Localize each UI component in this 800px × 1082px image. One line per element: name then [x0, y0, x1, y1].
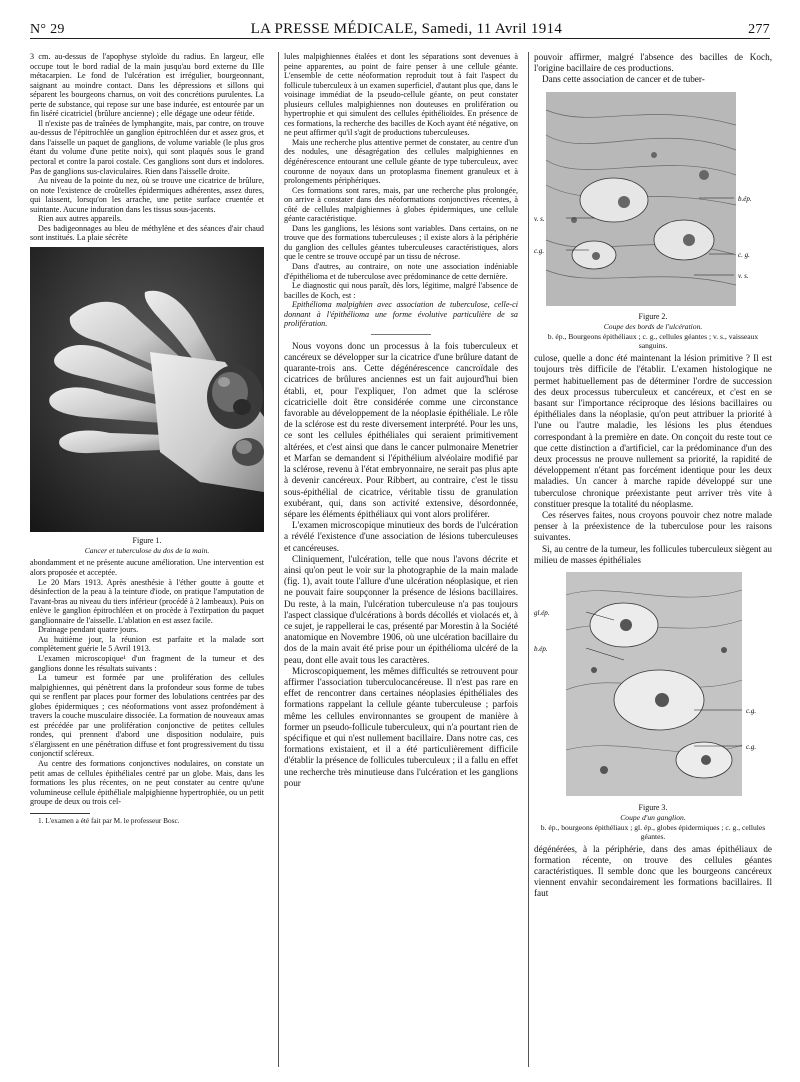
footnote: 1. L'examen a été fait par M. le professeur Bosc. — [38, 815, 180, 825]
hand-photograph — [30, 247, 264, 532]
paragraph: Mais une recherche plus attentive permet de constater, au centre d'un des nodules, une désagrégation des cellules malpighiennes en dégénérescence entourant une cellule géante de type tuberculeux, avec couronne de noyaux dans un protoplasma finement granuleux et à prolongements périphériques. — [284, 137, 518, 186]
paragraph: Rien aux autres appareils. — [38, 214, 122, 224]
paragraph: L'examen microscopique minutieux des bords de l'ulcération a révélé l'existence d'une association de lésions tuberculeuses et cancéreuses. — [284, 520, 518, 553]
figure-1-label: Figure 1. — [132, 536, 162, 546]
figure-2 — [534, 90, 772, 351]
column-3 — [534, 52, 772, 900]
column-rule — [278, 52, 279, 1067]
section-divider — [371, 334, 431, 335]
figure-2-caption: Coupe des bords de l'ulcération. — [603, 322, 703, 332]
paragraph: Il n'existe pas de traînées de lymphangite, mais, par contre, on trouve au-dessus de l'épitrochlée un ganglion épitrochléen dur et assez gros, et dans l'aisselle un paquet de ganglions, de volume variable (le plus gros étant du volume d'une petite noix), qui sont plaqués sous le grand pectoral et contre la paroi costale. Ces ganglions sont durs et indolores. Pas de ganglions sus-claviculaires. Rien dans l'aisselle droite. — [30, 118, 264, 176]
page-header — [30, 18, 770, 39]
label-cg-left: c.g. — [534, 246, 545, 255]
column-2 — [284, 52, 518, 789]
figure-3-caption: Coupe d'un ganglion. — [620, 812, 686, 822]
figure-3-label: Figure 3. — [638, 802, 668, 812]
paragraph: Le 20 Mars 1913. Après anesthésie à l'éther goutte à goutte et désinfection de la peau à la teinture d'iode, on pratique l'amputation de l'avant-bras au niveau du tiers inférieur (procédé à 2 lambeaux). Puis on enlève le ganglion épitrochléen et on procède à l'extirpation du paquet ganglionnaire de l'aisselle. L'ablation en est assez facile. — [30, 577, 264, 625]
label-glep: gl.ép. — [534, 609, 550, 618]
paragraph: 3 cm. au-dessus de l'apophyse styloïde du radius. En largeur, elle occupe tout le bord radial de la main jusqu'au bord externe du IIIe métacarpien. Le fond de l'ulcération est irrégulier, bourgeonnant, saignant au moindre contact. Dans les dépressions et sillons qui séparent les bourgeons charnus, on voit des concrétions purulentes. La perte de substance, qui repose sur une base indurée, est entourée par un fin liséré cicatriciel (brûlure ancienne) ; elle dégage une odeur fétide. — [30, 52, 264, 119]
paragraph: Cliniquement, l'ulcération, telle que nous l'avons décrite et ainsi qu'on peut le voir sur la photographie de la main malade (fig. 1), avait toute l'allure d'une ulcération néoplasique, et rien ne pouvait faire soupçonner la présence de lésions bacillaires. Du reste, à la main, l'ulcération tuberculeuse n'a pas toujours l'aspect classique d'ulcérations à bords décollés et violacés et, à ce sujet, je rappellerai le cas, présenté par Morestin à la Société anatomique en Novembre 1906, où une ulcération bacillaire du dos de la main avait été prise pour un épithélioma ulcéré de la peau, dont elle avait tous les caractères. — [284, 553, 518, 665]
issue-number: N° 29 — [30, 22, 65, 37]
figure-2-label: Figure 2. — [638, 312, 668, 322]
paragraph: Au niveau de la pointe du nez, où se trouve une cicatrice de brûlure, on note l'existence de croûtelles épidermiques adhérentes, assez dures, qui laissent, lorsqu'on les arrache, une petite surface cruentée et suintante. Aucune induration dans les tissus sous-jacents. — [30, 176, 264, 214]
micrograph-ganglion — [534, 570, 772, 798]
paragraph: Microscopiquement, les mêmes difficultés se retrouvent pour affirmer l'association tuberculocancéreuse. Il n'est pas rare en effet de rencontrer dans certaines néoplasies épithéliales des formations rappelant la cellule géante tuberculeuse ; parfois même les cellules environnantes se groupent de manière à former un pseudo-follicule tuberculeux, qui n'a pourtant rien de spécifique et qui n'est nullement bacillaire. Dans notre cas, ces formations existaient, et il a été particulièrement difficile d'établir la présence de follicules tuberculeux ; il a fallu en effet une recherche très minutieuse dans l'ulcération et les ganglions pour — [284, 665, 518, 788]
paragraph: La tumeur est formée par une prolifération des cellules malpighiennes, qui pénètrent dans la profondeur sous forme de tubes qui se renflent par places pour former des lobulations centrées par des globes épidermiques ; ces néoformations vont assez profondément à travers la couche musculaire dissociée. La formation de nouveaux amas est précédée par une prolifération conjonctive de petites cellules rondes, qui prennent d'abord une disposition nodulaire, puis s'élargissent en une pénétration diffuse et font progressivement du tissu conjonctif scléreux. — [30, 673, 264, 759]
paragraph: culose, quelle a donc été maintenant la lésion primitive ? Il est toujours très difficile de l'établir. L'examen histologique ne permet habituellement pas de déterminer l'ordre de succession des deux processus tuberculeux et cancéreux, et c'est en se basant sur l'importance réciproque des lésions bacillaires ou épithéliales dans la néoplasie, qu'on peut attribuer la priorité à l'une ou l'autre maladie, les lésions les plus étendues correspondant à la première en date. On conçoit du reste tout ce que cette distinction a d'artificiel, car la prédominance d'un des deux processus ne prouve nullement sa priorité, la rapidité de développement n'étant pas forcément identique pour les deux maladies. Un cancer à marche rapide développé sur une tuberculose chronique préexistante peut arriver très vite à constituer presque la totalité du néoplasme. — [534, 353, 772, 509]
paragraph: Dans cette association de cancer et de tuber- — [542, 74, 705, 85]
paragraph: Dans d'autres, au contraire, on note une association indéniable d'épithélioma et de tuberculose avec prédominance de cette dernière. — [284, 262, 518, 281]
paragraph: L'examen microscopique¹ d'un fragment de la tumeur et des ganglions donne les résultats suivants : — [30, 653, 264, 673]
diagnosis: Epithélioma malpighien avec association de tuberculose, celle-ci donnant à l'épithélioma une forme évolutive particulière de sa prolifération. — [284, 300, 518, 329]
label-cg-right: c. g. — [738, 250, 750, 259]
paragraph: Nous voyons donc un processus à la fois tuberculeux et cancéreux se développer sur la cicatrice d'une brûlure datant de quarante-trois ans. Cette dégénérescence cancroïdale des cicatrices de brûlures anciennes est un fait aujourd'hui bien établi, et, pour l'expliquer, l'on admet que la sclérose cicatricielle doit être considérée comme une circonstance favorable au développement de la néoplasie épithéliale. Le rôle de la sclérose est du reste diversement interprété. Pour les uns, ce sont les cellules épithéliales qui seraient primitivement altérées, et c'est ainsi que dans le cancer pulmonaire Menetrier et Marfan se demandent si l'épithélium alvéolaire modifié par la sclérose, revenu à l'état embryonnaire, ne serait pas plus apte à devenir cancéreux. Pour Ribbert, au contraire, c'est le tissu sous-épithélial de cicatrice, véritable tissu de granulation exubérant, qui, dans son activité extensive, désordonnée, sépare les éléments épithéliaux qui vont alors proliférer. — [284, 340, 518, 519]
paragraph: Le diagnostic qui nous paraît, dès lors, légitime, malgré l'absence de bacilles de Koch, est : — [284, 281, 518, 300]
paragraph: Ces formations sont rares, mais, par une recherche plus prolongée, on arrive à constater dans des néoformations conjonctives récentes, à côté de cellules malpighiennes à globes épidermiques, une cellule géante caractéristique. — [284, 185, 518, 224]
paragraph: lules malpighiennes étalées et dont les séparations sont devenues à peine apparentes, au point de faire penser à une cellule géante. L'ensemble de cette néoformation reproduit tout à fait l'aspect du follicule tuberculeux à un examen superficiel, d'autant plus que, dans le voisinage immédiat de la pseudo-cellule géante, on peut constater plusieurs cellules malpighiennes non douteuses en prolifération ou hypertrophie et qui simulent des cellules épithélioïdes. En présence de ces formations, la recherche des bacilles de Koch ayant été négative, on ne peut affirmer qu'il s'agit de productions tuberculeuses. — [284, 52, 518, 138]
label-vs-left: v. s. — [534, 214, 545, 223]
paragraph: Drainage pendant quatre jours. — [38, 625, 139, 635]
paragraph: Dans les ganglions, les lésions sont variables. Dans certains, on ne trouve que des formations tuberculeuses ; il existe alors à la périphérie du ganglion des cellules géantes tuberculeuses caractéristiques, alors que le centre se trouve occupé par un tissu de nécrose. — [284, 223, 518, 262]
column-rule — [528, 52, 529, 1067]
label-cg-1: c.g. — [746, 707, 757, 716]
label-bep: b.ép. — [738, 194, 752, 203]
figure-1 — [30, 247, 264, 556]
paragraph: Ces réserves faites, nous croyons pouvoir chez notre malade penser à la préexistence de la tuberculose pour les raisons suivantes. — [534, 510, 772, 543]
paragraph: Des badigeonnages au bleu de méthylène et des séances d'air chaud sont institués. La plaie sécrète — [30, 223, 264, 243]
paragraph: Au centre des formations conjonctives nodulaires, on constate un petit amas de cellules épithéliales centré par un globe. Mais, dans les formations les plus récentes, on ne peut constater au centre qu'une volumineuse cellule épithéliale malpighienne hypertrophiée, ou un petit groupe de deux ou trois cel- — [30, 758, 264, 807]
journal-title: LA PRESSE MÉDICALE, Samedi, 11 Avril 1914 — [250, 21, 563, 37]
paragraph: Si, au centre de la tumeur, les follicules tuberculeux siègent au milieu de masses épithéliales — [534, 543, 772, 565]
figure-2-legend: b. ép., Bourgeons épithéliaux ; c. g., cellules géantes ; v. s., vaisseaux sanguins. — [547, 332, 759, 351]
column-1 — [30, 52, 264, 825]
paragraph: pouvoir affirmer, malgré l'absence des bacilles de Koch, l'origine bacillaire de ces productions. — [534, 52, 772, 74]
paragraph: abondamment et ne présente aucune amélioration. Une intervention est alors proposée et acceptée. — [30, 558, 264, 578]
micrograph-ulceration-edge — [534, 90, 772, 308]
figure-3-legend: b. ép., bourgeons épithéliaux ; gl. ép., globes épidermiques ; c. g., cellules géantes. — [540, 822, 766, 841]
label-vs-right: v. s. — [738, 271, 749, 280]
page-number: 277 — [748, 22, 770, 37]
footnote-rule — [30, 813, 90, 814]
paragraph: Au huitième jour, la réunion est parfaite et la malade sort complètement guérie le 5 Avril 1913. — [30, 634, 264, 654]
paragraph: dégénérées, à la périphérie, dans des amas épithéliaux de formation récente, on trouve des cellules géantes caractéristiques. Il semble donc que les bourgeons cancéreux viennent envahir secondairement les formations bacillaires. Il faut — [534, 843, 772, 899]
label-cg-2: c.g. — [746, 743, 757, 752]
label-bep: b.ép. — [534, 645, 548, 654]
figure-1-caption: Cancer et tuberculose du dos de la main. — [84, 546, 210, 556]
figure-3 — [534, 570, 772, 841]
